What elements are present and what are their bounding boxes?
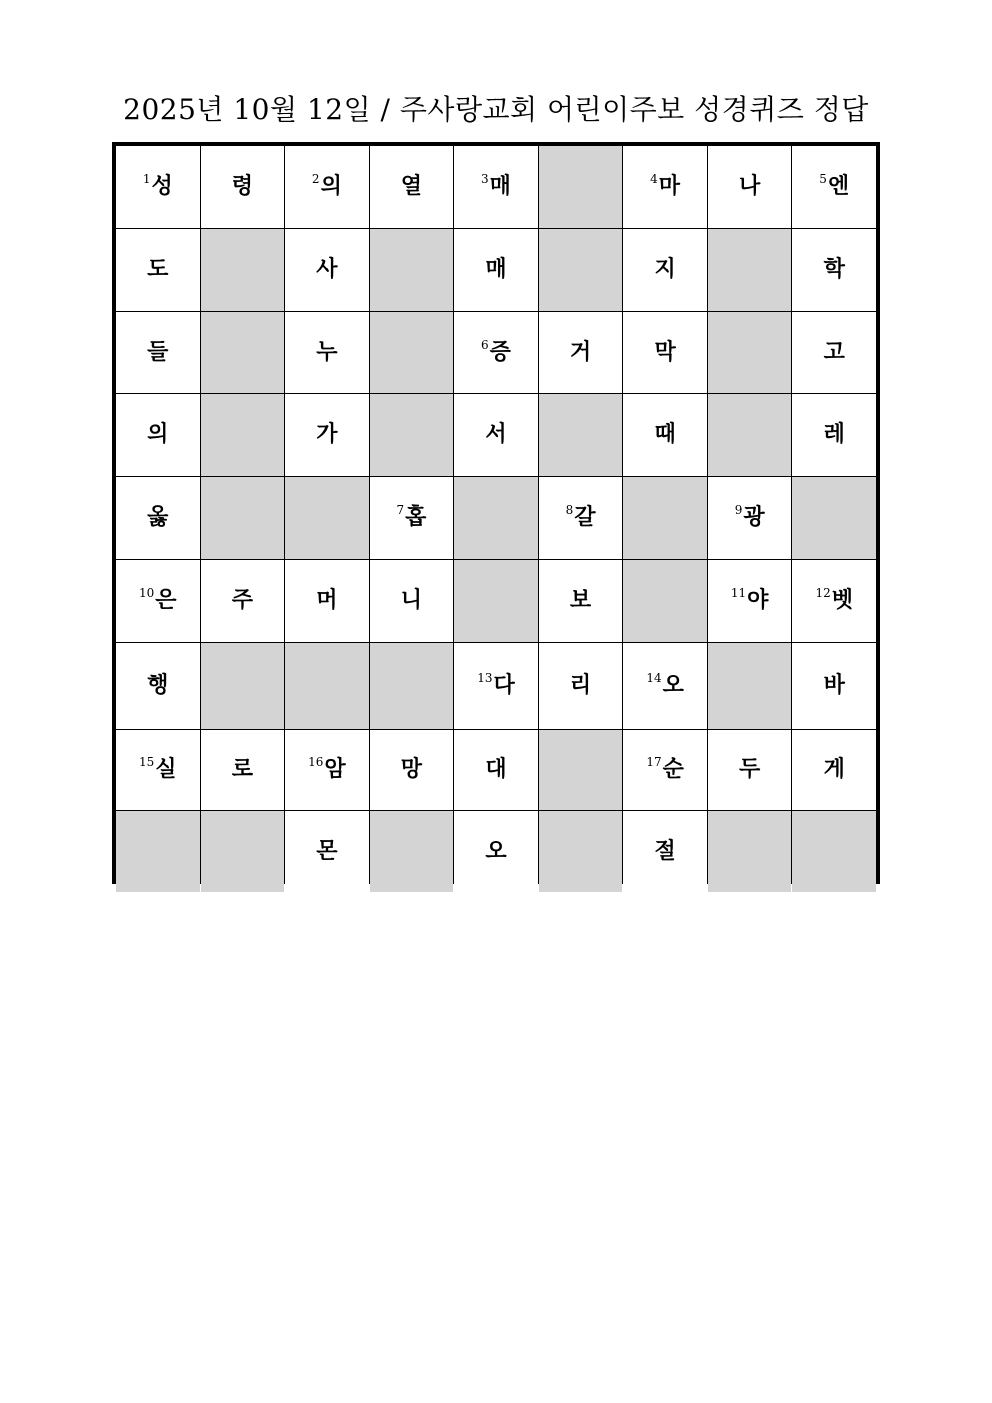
answer-letter: 마 [658, 174, 681, 199]
crossword-block-cell [454, 560, 538, 642]
crossword-block-cell [370, 229, 454, 311]
answer-letter: 매 [489, 174, 511, 199]
answer-letter: 의 [147, 422, 169, 447]
clue-number: 3 [481, 172, 489, 186]
answer-letter: 광 [743, 505, 765, 530]
crossword-block-cell [116, 811, 200, 892]
crossword-cell [623, 146, 707, 228]
crossword-cell [285, 394, 369, 476]
crossword-cell [623, 229, 707, 311]
crossword-block-cell [708, 312, 792, 393]
answer-letter: 사 [316, 257, 338, 282]
crossword-cell [708, 146, 792, 228]
crossword-block-cell [792, 477, 876, 559]
clue-number: 1 [142, 172, 151, 186]
crossword-cell [370, 560, 454, 642]
crossword-cell [623, 811, 707, 892]
answer-letter: 도 [147, 257, 169, 282]
crossword-cell [116, 730, 200, 810]
crossword-cell [454, 730, 538, 810]
clue-number: 10 [139, 586, 155, 600]
crossword-block-cell [623, 560, 707, 642]
crossword-cell [792, 394, 876, 476]
answer-letter: 은 [155, 588, 177, 613]
crossword-block-cell [370, 394, 454, 476]
crossword-cell [285, 560, 369, 642]
crossword-block-cell [201, 312, 285, 393]
answer-letter: 령 [231, 174, 253, 199]
crossword-cell [792, 643, 876, 729]
crossword-cell [116, 394, 200, 476]
crossword-cell [623, 730, 707, 810]
answer-letter: 때 [654, 422, 676, 447]
answer-letter: 지 [654, 257, 676, 282]
answer-letter: 리 [569, 673, 592, 698]
crossword-block-cell [201, 811, 285, 892]
crossword-cell [539, 560, 623, 642]
crossword-block-cell [201, 477, 285, 559]
answer-letter: 주 [231, 588, 253, 613]
crossword-cell [539, 643, 623, 729]
crossword-block-cell [708, 643, 792, 729]
crossword-cell [285, 730, 369, 810]
answer-letter: 엔 [827, 174, 850, 199]
answer-letter: 두 [739, 757, 761, 782]
answer-letter: 갈 [574, 505, 596, 530]
crossword-cell [201, 730, 285, 810]
crossword-cell [708, 477, 792, 559]
crossword-cell [454, 643, 538, 729]
crossword-cell [792, 312, 876, 393]
answer-letter: 홉 [405, 505, 427, 530]
crossword-cell [623, 394, 707, 476]
page-title: 2025년 10월 12일 / 주사랑교회 어린이주보 성경퀴즈 정답 [123, 93, 869, 126]
crossword-block-cell [201, 229, 285, 311]
answer-letter: 가 [316, 422, 338, 447]
answer-letter: 나 [739, 174, 761, 199]
answer-letter: 고 [823, 339, 845, 365]
crossword-cell [370, 477, 454, 559]
answer-letter: 대 [485, 757, 507, 782]
crossword-block-cell [201, 394, 285, 476]
answer-letter: 의 [320, 174, 342, 199]
clue-number: 4 [650, 172, 658, 186]
crossword-cell [370, 146, 454, 228]
answer-letter: 거 [569, 339, 592, 365]
crossword-block-cell [708, 811, 792, 892]
crossword-cell [539, 312, 623, 393]
crossword-cell [370, 730, 454, 810]
answer-letter: 망 [400, 757, 423, 782]
crossword-cell [454, 146, 538, 228]
crossword-block-cell [539, 229, 623, 311]
crossword-cell [285, 811, 369, 892]
crossword-cell [792, 229, 876, 311]
crossword-block-cell [792, 811, 876, 892]
clue-number: 5 [819, 172, 827, 186]
crossword-block-cell [370, 811, 454, 892]
clue-number: 16 [308, 755, 324, 769]
clue-number: 7 [396, 503, 405, 517]
crossword-cell [201, 560, 285, 642]
crossword-cell [116, 146, 200, 228]
crossword-cell [201, 146, 285, 228]
crossword-block-cell [708, 394, 792, 476]
crossword-cell [454, 312, 538, 393]
crossword-cell [454, 229, 538, 311]
answer-letter: 오 [485, 838, 507, 864]
answer-letter: 다 [493, 673, 515, 698]
answer-letter: 머 [316, 588, 338, 613]
answer-letter: 열 [400, 174, 423, 199]
crossword-cell [116, 477, 200, 559]
crossword-block-cell [708, 229, 792, 311]
answer-letter: 보 [569, 588, 592, 613]
crossword-block-cell [539, 146, 623, 228]
clue-number: 11 [730, 586, 747, 600]
crossword-cell [792, 146, 876, 228]
crossword-block-cell [539, 811, 623, 892]
answer-letter: 매 [485, 257, 507, 282]
answer-letter: 누 [316, 339, 338, 365]
crossword-block-cell [285, 643, 369, 729]
crossword-cell [116, 560, 200, 642]
answer-letter: 몬 [316, 838, 338, 864]
answer-letter: 학 [823, 257, 845, 282]
clue-number: 12 [815, 586, 831, 600]
crossword-block-cell [285, 477, 369, 559]
answer-letter: 야 [747, 588, 769, 613]
crossword-block-cell [539, 394, 623, 476]
clue-number: 8 [565, 503, 574, 517]
crossword-cell [285, 146, 369, 228]
crossword-cell [792, 560, 876, 642]
clue-number: 2 [311, 172, 320, 186]
clue-number: 15 [139, 755, 155, 769]
answer-letter: 니 [400, 588, 423, 613]
crossword-cell [623, 312, 707, 393]
clue-number: 6 [481, 337, 489, 352]
crossword-cell [116, 643, 200, 729]
clue-number: 14 [646, 671, 662, 685]
answer-letter: 증 [489, 339, 511, 365]
answer-letter: 절 [654, 838, 676, 864]
answer-letter: 실 [155, 757, 177, 782]
answer-letter: 오 [662, 673, 684, 698]
answer-letter: 바 [823, 673, 845, 698]
answer-letter: 레 [823, 422, 845, 447]
answer-letter: 막 [654, 339, 676, 365]
crossword-block-cell [539, 730, 623, 810]
crossword-cell [708, 730, 792, 810]
answer-letter: 성 [151, 174, 173, 199]
answer-letter: 옳 [147, 505, 169, 530]
crossword-cell [285, 312, 369, 393]
crossword-cell [792, 730, 876, 810]
crossword-cell [623, 643, 707, 729]
clue-number: 13 [477, 671, 493, 685]
crossword-cell [285, 229, 369, 311]
crossword-cell [116, 229, 200, 311]
crossword-block-cell [370, 643, 454, 729]
crossword-block-cell [370, 312, 454, 393]
crossword-cell [454, 811, 538, 892]
crossword-cell [539, 477, 623, 559]
answer-letter: 서 [485, 422, 507, 447]
crossword-block-cell [201, 643, 285, 729]
crossword-block-cell [454, 477, 538, 559]
crossword-cell [454, 394, 538, 476]
answer-letter: 들 [147, 339, 169, 365]
clue-number: 9 [734, 503, 743, 517]
crossword-block-cell [623, 477, 707, 559]
crossword-cell [116, 312, 200, 393]
crossword-grid [112, 142, 880, 884]
answer-letter: 벳 [831, 588, 853, 613]
answer-letter: 순 [662, 757, 684, 782]
crossword-cell [708, 560, 792, 642]
answer-letter: 게 [823, 757, 845, 782]
answer-letter: 행 [147, 673, 169, 698]
answer-letter: 암 [324, 757, 346, 782]
clue-number: 17 [646, 755, 662, 769]
answer-letter: 로 [231, 757, 253, 782]
